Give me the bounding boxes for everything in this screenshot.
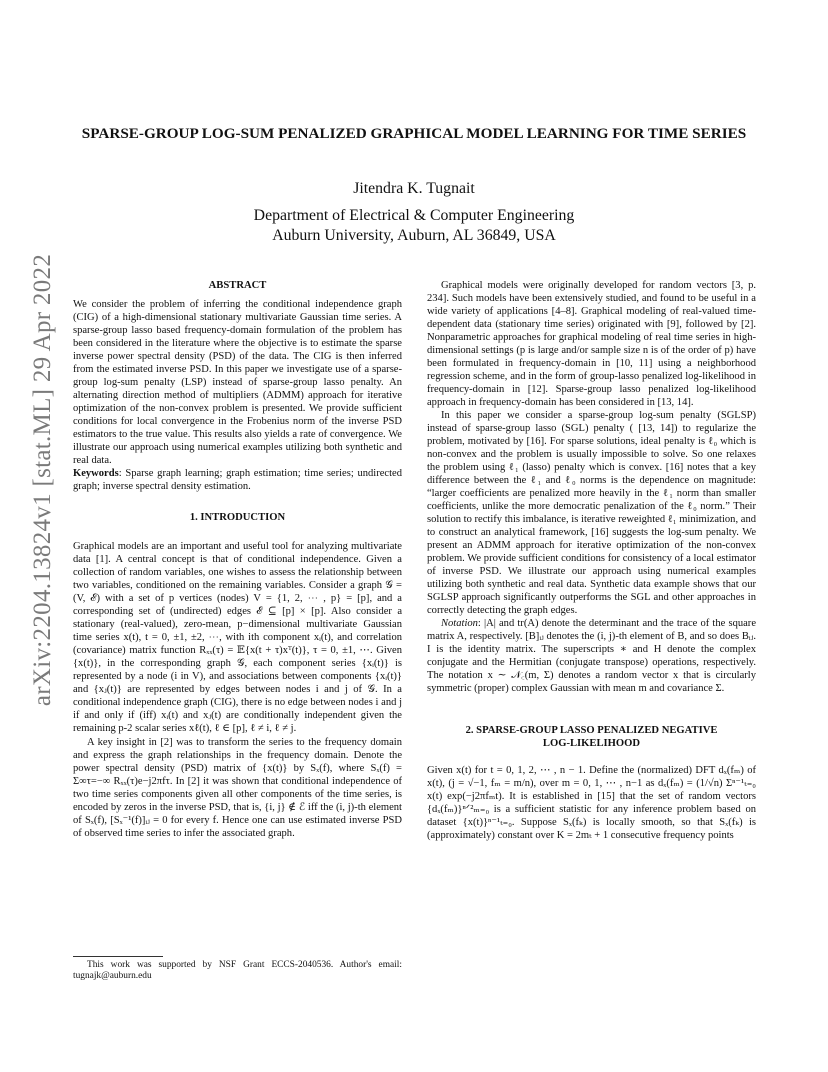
right-column bbox=[427, 279, 756, 842]
arxiv-stamp bbox=[22, 253, 64, 707]
footnote-rule bbox=[73, 956, 163, 957]
notation-paragraph bbox=[427, 617, 756, 695]
section-1-heading: 1. INTRODUCTION bbox=[189, 512, 286, 524]
notation-text: : |A| and tr(A) denote the determinant and the trace of the square matrix A, respectively. [B]ᵢⱼ denotes the (i, j)-th element of B, and so does Bᵢⱼ. I is the identity matrix. The superscripts ∗ and H denote the complex conjugate and the Hermitian (conjugate transpose) operations, respectively. The notation x ∼ 𝒩꜀(m, Σ) denotes a random vector x that is circularly symmetric (proper) complex Gaussian with mean m and covariance Σ. bbox=[427, 618, 756, 695]
intro-paragraph-2: A key insight in [2] was to transform the series to the frequency domain and express the graph relationships in the frequency domain. Denote the power spectral density (PSD) matrix of {x(t)} by Sₓ(f), where Sₓ(f) = Σ∞τ=−∞ Rₓₓ(τ)e−j2πfτ. In [2] it was shown that conditional independence of two time series components given all other components of the time series, is encoded by zeros in the inverse PSD, that is, {i, j} ∉ ℰ iff the (i, j)-th element of Sₓ(f), [Sₓ⁻¹(f)]ᵢⱼ = 0 for every f. Hence one can use estimated inverse PSD of observed time series to infer the associated graph. bbox=[73, 736, 402, 839]
author-name: Jitendra K. Tugnait bbox=[353, 180, 475, 197]
section-2-heading-line-2: LOG-LIKELIHOOD bbox=[542, 737, 641, 749]
affiliation-university: Auburn University, Auburn, AL 36849, USA bbox=[272, 226, 556, 244]
section-2-paragraph-1: Given x(t) for t = 0, 1, 2, ⋯ , n − 1. Define the (normalized) DFT dₓ(fₘ) of x(t), (j = √−1, fₘ = m/n), over m = 0, 1, ⋯ , n−1 as dₓ(fₘ) = (1/√n) Σⁿ⁻¹ₜ₌₀ x(t) exp(−j2πfₘt). It is established in [15] that the set of random vectors {dₓ(fₘ)}ⁿᐟ²ₘ₌₀ is a sufficient statistic for any inference problem based on dataset {x(t)}ⁿ⁻¹ₜ₌₀. Suppose Sₓ(fₖ) is locally smooth, so that Sₓ(fₖ) is (approximately) constant over K = 2mₜ + 1 consecutive frequency points bbox=[427, 764, 756, 841]
affiliation bbox=[80, 206, 748, 245]
right-paragraph-1: Graphical models were originally developed for random vectors [3, p. 234]. Such models have been extensively studied, and found to be useful in a wide variety of applications [4–8]. Graphical modeling of real-valued time-dependent data (stationary time series) originated with [9], followed by [2]. Nonparametric approaches for graphical modeling of real time series in high-dimensional settings (p is large and/or sample size n is of the order of p) have been formulated in frequency-domain in [10, 11] using a neighborhood regression scheme, and in the form of group-lasso penalized log-likelihood in frequency-domain in [12]. Sparse-group lasso penalized log-likelihood approach in frequency-domain has been considered in [13, 14]. bbox=[427, 280, 756, 409]
left-column bbox=[73, 279, 402, 840]
abstract-text: We consider the problem of inferring the conditional independence graph (CIG) of a high-dimensional stationary multivariate Gaussian time series. A sparse-group lasso based frequency-domain formulation of the problem has been considered in the literature where the objective is to estimate the sparse inverse power spectral density (PSD) of the data. The CIG is then inferred from the estimated inverse PSD. In this paper we investigate use of a sparse-group log-sum penalty (LSP) instead of sparse-group lasso penalty. An alternating direction method of multipliers (ADMM) approach for iterative optimization of the non-convex problem is presented. We provide sufficient conditions for local convergence in the Frobenius norm of the inverse PSD estimators to the true value. This results also yields a rate of convergence. We illustrate our approach using numerical examples utilizing both synthetic and real data. bbox=[73, 299, 402, 467]
keywords bbox=[73, 467, 402, 493]
intro-paragraph-1: Graphical models are an important and useful tool for analyzing multivariate data [1]. A central concept is that of conditional independence. Given a collection of random variables, one wishes to assess the relationship between two variables, conditioned on the remaining variables. Consider a graph 𝒢 = (V, ℰ) with a set of p vertices (nodes) V = {1, 2, ⋯ , p} = [p], and a corresponding set of (undirected) edges ℰ ⊆ [p] × [p]. Also consider a stationary (real-valued), zero-mean, p−dimensional multivariate Gaussian time series x(t), t = 0, ±1, ±2, ⋯, with ith component xᵢ(t), and correlation (covariance) matrix function Rₓₓ(τ) = 𝔼{x(t + τ)xᵀ(t)}, τ = 0, ±1, ⋯. Given {x(t)}, in the corresponding graph 𝒢, each component series {xᵢ(t)} is represented by a node (i in V), and associations between components {xᵢ(t)} and {xⱼ(t)} are represented by edges between nodes i and j of 𝒢. In a conditional independence graph (CIG), there is no edge between nodes i and j if and only if (iff) xᵢ(t) and xⱼ(t) are conditionally independent given the remaining p-2 scalar series xℓ(t), ℓ ∈ [p], ℓ ≠ i, ℓ ≠ j. bbox=[73, 541, 402, 735]
footnote-text: This work was supported by NSF Grant ECCS-2040536. Author's email: tugnajk@auburn.edu bbox=[73, 960, 402, 982]
right-paragraph-2: In this paper we consider a sparse-group log-sum penalty (SGLSP) instead of sparse-group lasso (SGL) penalty ( [13, 14]) to regularize the problem, motivated by [16]. For sparse solutions, ideal penalty is ℓ₀ which is non-convex and the problem is usually impossible to solve. So one relaxes the problem using ℓ₁ (lasso) penalty which is convex. [16] notes that a key difference between the ℓ₁ and ℓ₀ norms is the dependence on magnitude: “larger coefficients are penalized more heavily in the ℓ₁ norm than smaller coefficients, unlike the more democratic penalization of the ℓ₀ norm.” Their solution to rectify this imbalance, is iterative reweighted ℓ₁ minimization, and to construct an analytical framework, [16] suggests the log-sum penalty. We present an ADMM approach for iterative optimization of the non-convex problem. We provide sufficient conditions for consistency of a local estimator of inverse PSD. We illustrate our approach using numerical examples utilizing both synthetic and real data. Synthetic data example shows that our SGLSP approach significantly outperforms the SGL and other approaches in correctly detecting the graph edges. bbox=[427, 410, 756, 617]
section-2-heading-line-1: 2. SPARSE-GROUP LASSO PENALIZED NEGATIVE bbox=[465, 724, 718, 736]
arxiv-stamp-text: arXiv:2204.13824v1 [stat.ML] 29 Apr 2022 bbox=[29, 253, 56, 707]
abstract-heading: ABSTRACT bbox=[208, 280, 267, 291]
footnote bbox=[73, 960, 402, 983]
affiliation-department: Department of Electrical & Computer Engineering bbox=[253, 207, 575, 224]
paper-title: SPARSE-GROUP LOG-SUM PENALIZED GRAPHICAL MODEL LEARNING FOR TIME SERIES bbox=[81, 125, 747, 142]
notation-label: Notation bbox=[441, 618, 478, 630]
keywords-text: : Sparse graph learning; graph estimation; time series; undirected graph; inverse spectral density estimation. bbox=[73, 468, 402, 493]
keywords-label: Keywords bbox=[73, 468, 119, 480]
